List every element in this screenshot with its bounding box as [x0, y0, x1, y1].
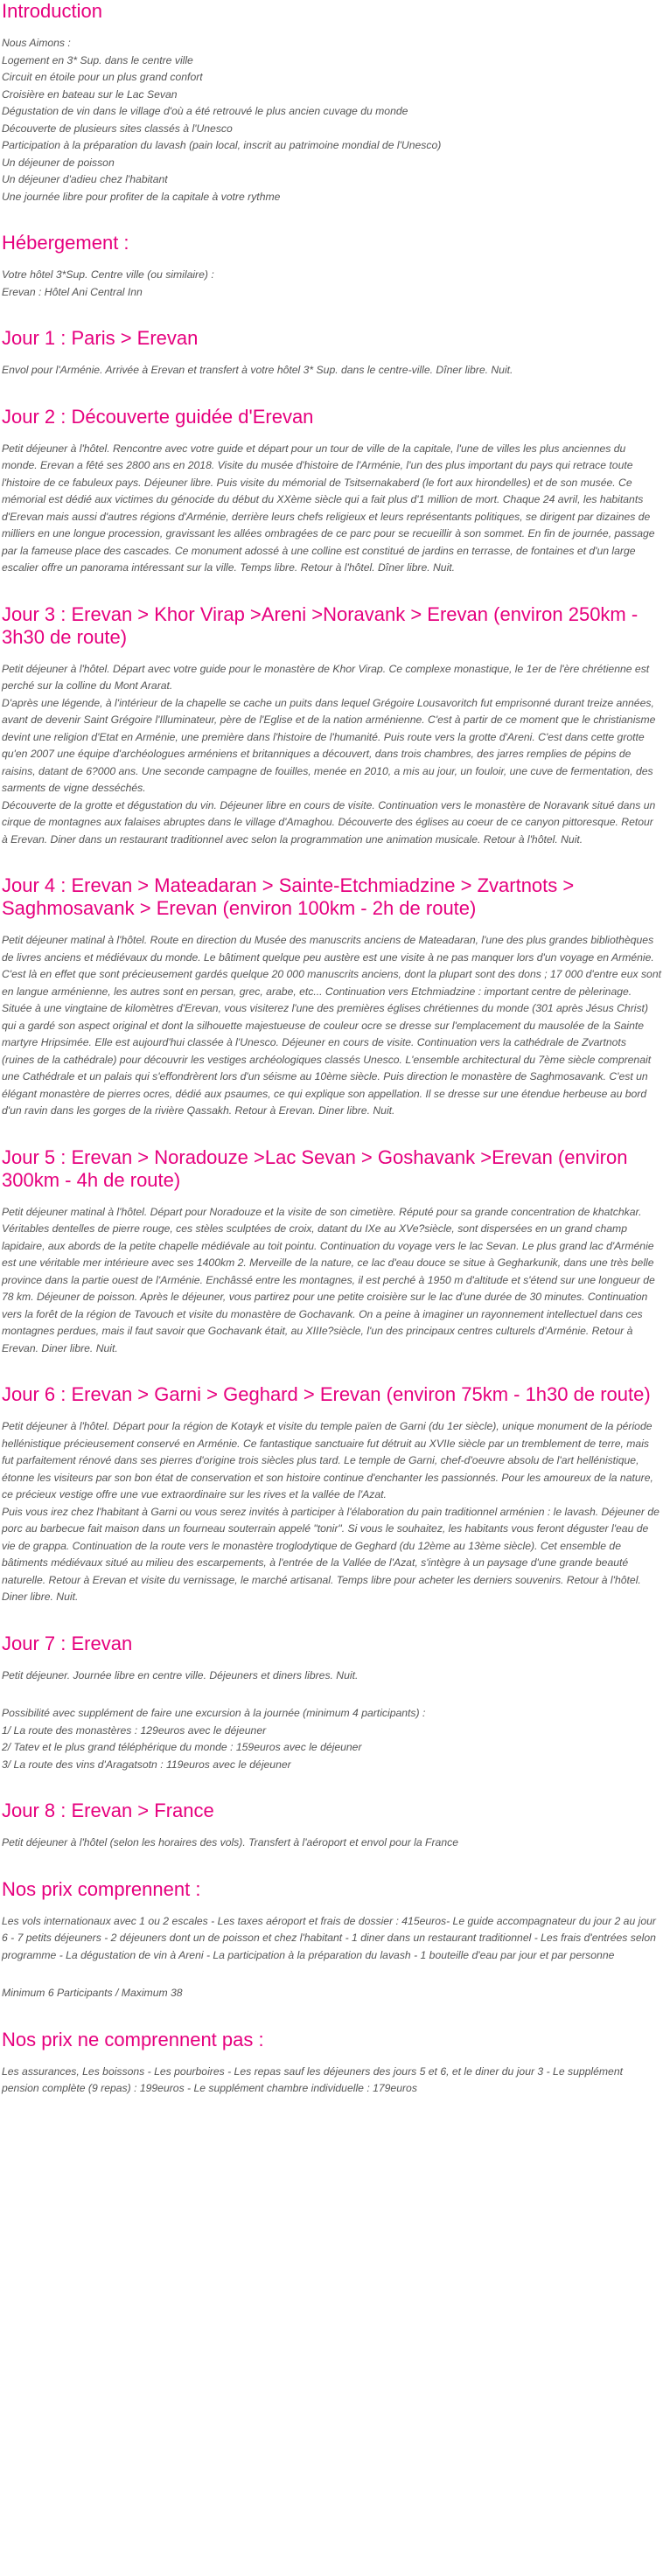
day-title: Jour 5 : Erevan > Noradouze >Lac Sevan > Goshavank >Erevan (environ 300km - 4h de route) — [2, 1145, 628, 1191]
excursion-line: 2/ Tatev et le plus grand téléphérique du monde : 159euros avec le déjeuner — [2, 1741, 362, 1753]
day-title: Jour 2 : Découverte guidée d'Erevan — [2, 405, 314, 428]
introduction-line: Nous Aimons : — [2, 37, 71, 49]
introduction-line: Logement en 3* Sup. dans le centre ville — [2, 53, 193, 66]
introduction-line: Un déjeuner d'adieu chez l'habitant — [2, 173, 168, 185]
excursion-line: Possibilité avec supplément de faire une excursion à la journée (minimum 4 participants) : — [2, 1707, 426, 1719]
day-title: Jour 6 : Erevan > Garni > Geghard > Erevan (environ 75km - 1h30 de route) — [2, 1383, 651, 1405]
introduction-line: Participation à la préparation du lavash (pain local, inscrit au patrimoine mondial de l'Unesco) — [2, 139, 442, 151]
day-description — [2, 1204, 661, 1358]
participants-note — [2, 1985, 661, 2002]
day-5-section — [2, 1146, 661, 1358]
prix-comprend-description — [2, 1913, 661, 1965]
day-title: Jour 4 : Erevan > Mateadaran > Sainte-Etchmiadzine > Zvartnots > Saghmosavank > Erevan (environ 100km - 2h de route) — [2, 874, 575, 919]
introduction-section — [2, 0, 661, 205]
participants-text: Minimum 6 Participants / Maximum 38 — [2, 1987, 183, 1999]
day-paragraph: Petit déjeuner matinal à l'hôtel. Départ pour Noradouze et la visite de son cimetière. Réputé pour sa grande concentration de khatchkar. Véritables dentelles de pierre rouge, ces stèles sculptées de croix, datant du IXe au XVe?siècle, sont dispersées en un grand champ lapidaire, aux abords de la petite chapelle médiévale au toit pointu. Continuation du voyage vers le lac Sevan. Le plus grand lac d'Arménie est une véritable mer intérieure avec ses 1400km 2. Merveille de la nature, ce lac d'eau douce se situe à Gegharkunik, dans une très belle province dans la partie ouest de l'Arménie. Enchâssé entre les montagnes, il est perché à 1950 m d'altitude et s'étend sur une longueur de 78 km. Déjeuner de poisson. Après le déjeuner, vous partirez pour une petite croisière sur le lac d'une durée de 30 minutes. Continuation vers la forêt de la région de Tavouch et visite du monastère de Gochavank. On a peine à imaginer un rayonnement intellectuel dans ces montagnes perdues, mais il faut savoir que Gochavank était, au XIIIe?siècle, l'un des principaux centres culturels d'Arménie. Retour à Erevan. Diner libre. Nuit. — [2, 1205, 655, 1354]
day-paragraph: Découverte de la grotte et dégustation du vin. Déjeuner libre en cours de visite. Continuation vers le monastère de Noravank situé dans un cirque de montagnes aux falaises abruptes dans le village d'Amaghou. Découverte des églises au coeur de ce canyon pittoresque. Retour à Erevan. Diner dans un restaurant traditionnel avec selon la programmation une animation musicale. Retour à l'hôtel. Nuit. — [2, 798, 656, 846]
day-1-section — [2, 327, 661, 379]
day-7-section — [2, 1633, 661, 1774]
day-paragraph: D'après une légende, à l'intérieur de la chapelle se cache un puits dans lequel Grégoire Lousavoritch fut emprisonné durant treize années, avant de devenir Saint Grégoire l'Illuminateur, père de l'Eglise et de la nation arménienne. C'est à partir de ce moment que le christianisme devint une religion d'Etat en Arménie, une première dans l'histoire de l'humanité. Puis route vers la grotte d'Areni. C'est dans cette grotte qu'en 2007 une équipe d'archéologues arméniens et britanniques a découvert, dans trois chambres, des jarres remplies de pépins de raisins, datant de 6?000 ans. Une seconde campagne de fouilles, menée en 2010, a mis au jour, un fouloir, une cuve de fermentation, des sarments de vigne desséchés. — [2, 696, 656, 794]
prix-non-comprend-title: Nos prix ne comprennent pas : — [2, 2028, 264, 2050]
prix-non-comprend-section — [2, 2029, 661, 2098]
day-description — [2, 661, 661, 849]
prix-non-comprend-description — [2, 2064, 661, 2098]
introduction-line: Croisière en bateau sur le Lac Sevan — [2, 87, 178, 101]
day-description — [2, 1418, 661, 1606]
hebergement-section — [2, 232, 661, 301]
hebergement-line: Votre hôtel 3*Sup. Centre ville (ou similaire) : — [2, 268, 214, 281]
day-paragraph: Petit déjeuner. Journée libre en centre ville. Déjeuners et diners libres. Nuit. — [2, 1668, 359, 1681]
prix-paragraph: Les assurances, Les boissons - Les pourboires - Les repas sauf les déjeuners des jours 5 et 6, et le diner du jour 3 - Le supplément pension complète (9 repas) : 199euros - Le supplément chambre individuelle : 179euros — [2, 2064, 623, 2094]
day-4-section — [2, 874, 661, 1120]
introduction-line: Dégustation de vin dans le village d'où a été retrouvé le plus ancien cuvage du monde — [2, 105, 408, 117]
hebergement-list — [2, 267, 661, 301]
day-paragraph: Puis vous irez chez l'habitant à Garni ou vous serez invités à participer à l'élaboration du pain traditionnel arménien : le lavash. Déjeuner de porc au barbecue fait maison dans un fourneau souterrain appelé "tonir". Si vous le souhaitez, les habitants vous feront déguster l'eau de vie de grappa. Continuation de la route vers le monastère troglodytique de Geghard (du 12ème au 13ème siècle). Cet ensemble de bâtiments médiévaux situé au milieu des escarpements, à l'entrée de la Vallée de l'Azat, s'intègre à un paysage d'une grande beauté naturelle. Retour à Erevan et visite du vernissage, le marché artisanal. Temps libre pour acheter les derniers souvenirs. Retour à l'hôtel. Diner libre. Nuit. — [2, 1505, 660, 1603]
introduction-line: Un déjeuner de poisson — [2, 156, 115, 169]
day-paragraph: Petit déjeuner à l'hôtel. Départ pour la région de Kotayk et visite du temple païen de Garni (du 1er siècle), unique monument de la période hellénistique précieusement conservé en Arménie. Ce fantastique sanctuaire fut détruit au XVIIe siècle par un tremblement de terre, mais fut parfaitement rénové dans ses pierres d'origine trois siècles plus tard. Le temple de Garni, chef-d'oeuvre absolu de l'art hellénistique, étonne les visiteurs par son bon état de conservation et son histoire continue d'enchanter les passionnés. Pour les amoureux de la nature, ce précieux vestige offre une vue extraordinaire sur les rives et la vallée de l'Azat. — [2, 1420, 653, 1500]
prix-comprend-title: Nos prix comprennent : — [2, 1877, 201, 1900]
day-description — [2, 1835, 661, 1852]
day-title: Jour 1 : Paris > Erevan — [2, 327, 199, 349]
day-6-section — [2, 1383, 661, 1606]
day-3-section — [2, 603, 661, 849]
day-paragraph: Petit déjeuner à l'hôtel. Rencontre avec votre guide et départ pour un tour de ville de la capitale, l'une de villes les plus anciennes du monde. Erevan a fêté ses 2800 ans en 2018. Visite du musée d'histoire de l'Arménie, l'un des plus important du pays qui retrace toute l'histoire de ce fabuleux pays. Déjeuner libre. Puis visite du mémorial de Tsitsernakaberd (le fort aux hirondelles) et de son musée. Ce mémorial est dédié aux victimes du génocide du début du XXème siècle qui a fait plus d'1 million de mort. Chaque 24 avril, les habitants d'Erevan mais aussi d'autres régions d'Arménie, derrière leurs chefs religieux et leurs représentants politiques, se dirigent par dizaines de milliers en une longue procession, gravissant les allées ombragées de ce parc pour se recueillir à son sommet. En fin de journée, passage par la fameuse place des cascades. Ce monument adossé à une colline est constitué de jardins en terrasse, de fontaines et d'un large escalier offre un panorama intéressant sur la ville. Temps libre. Retour à l'hôtel. Dîner libre. Nuit. — [2, 442, 655, 574]
hebergement-title: Hébergement : — [2, 232, 129, 254]
excursion-line: 3/ La route des vins d'Aragatsotn : 119euros avec le déjeuner — [2, 1758, 291, 1771]
day-paragraph: Petit déjeuner à l'hôtel. Départ avec votre guide pour le monastère de Khor Virap. Ce complexe monastique, le 1er de l'ère chrétienne est perché sur la colline du Mont Ararat. — [2, 662, 650, 692]
day-paragraph: Envol pour l'Arménie. Arrivée à Erevan et transfert à votre hôtel 3* Sup. dans le centre-ville. Dîner libre. Nuit. — [2, 364, 513, 376]
day-description — [2, 1667, 661, 1685]
introduction-title: Introduction — [2, 0, 102, 22]
excursion-line: 1/ La route des monastères : 129euros avec le déjeuner — [2, 1723, 267, 1737]
day-title: Jour 7 : Erevan — [2, 1632, 133, 1654]
optional-excursions — [2, 1705, 661, 1773]
introduction-list — [2, 35, 661, 205]
day-title: Jour 8 : Erevan > France — [2, 1800, 214, 1821]
day-2-section — [2, 406, 661, 577]
day-paragraph: Petit déjeuner à l'hôtel (selon les horaires des vols). Transfert à l'aéroport et envol pour la France — [2, 1836, 458, 1848]
prix-paragraph: Les vols internationaux avec 1 ou 2 escales - Les taxes aéroport et frais de dossier : 415euros- Le guide accompagnateur du jour 2 au jour 6 - 7 petits déjeuners - 2 déjeuners dont un de poisson et chez l'habitant - 1 diner dans un restaurant traditionnel - Les frais d'entrées selon programme - La dégustation de vin à Areni - La participation à la préparation du lavash - 1 bouteille d'eau par jour et par personne — [2, 1914, 656, 1961]
introduction-line: Découverte de plusieurs sites classés à l'Unesco — [2, 122, 233, 135]
day-description — [2, 932, 661, 1120]
prix-comprend-section — [2, 1878, 661, 2002]
day-8-section — [2, 1800, 661, 1852]
day-paragraph: Petit déjeuner matinal à l'hôtel. Route en direction du Musée des manuscrits anciens de Mateadaran, l'une des plus grandes bibliothèques de livres anciens et médiévaux du monde. Le bâtiment quelque peu austère est une visite à ne pas manquer lors d'un voyage en Arménie. C'est là en effet que sont précieusement gardés quelque 20 000 manuscrits anciens, dont la plupart sont des dons ; 17 000 d'entre eux sont en langue arménienne, les autres sont en persan, grec, arabe, etc... Continuation vers Etchmiadzine : important centre de pèlerinage. Située à une vingtaine de kilomètres d'Erevan, vous visiterez l'une des premières églises chrétiennes du monde (301 après Jésus Christ) qui a gardé son aspect original et dont la silhouette majestueuse de couleur ocre se dresse sur l'emplacement du mausolée de la Sainte martyre Hripsimée. Elle est aujourd'hui classée à l'Unesco. Déjeuner en cours de visite. Continuation vers la cathédrale de Zvartnots (ruines de la cathédrale) pour découvrir les vestiges archéologiques classés Unesco. L'ensemble architectural du 7ème siècle comprenait une Cathédrale et un palais qui s'effondrèrent lors d'un séisme au 10ème siècle. Puis direction le monastère de Saghmosavank. C'est un élégant monastère de pierres ocres, dédié aux psaumes, ce qui explique son appellation. Il se dresse sur une étendue herbeuse au bord d'un ravin dans les gorges de la rivière Qassakh. Retour à Erevan. Diner libre. Nuit. — [2, 934, 661, 1117]
day-description — [2, 441, 661, 577]
introduction-line: Une journée libre pour profiter de la capitale à votre rythme — [2, 190, 281, 203]
day-title: Jour 3 : Erevan > Khor Virap >Areni >Noravank > Erevan (environ 250km - 3h30 de route) — [2, 602, 639, 648]
hebergement-line: Erevan : Hôtel Ani Central Inn — [2, 285, 143, 298]
day-description — [2, 362, 661, 379]
introduction-line: Circuit en étoile pour un plus grand confort — [2, 71, 203, 83]
